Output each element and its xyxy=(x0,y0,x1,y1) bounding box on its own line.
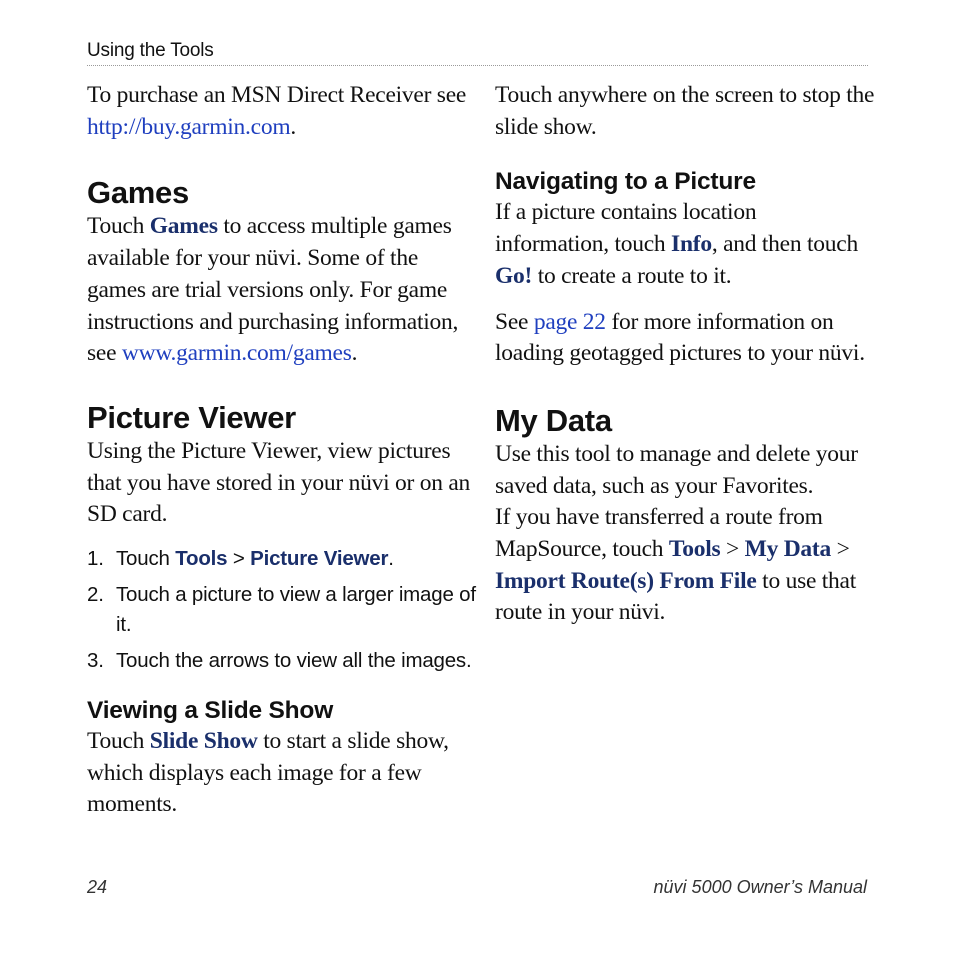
navigating-heading: Navigating to a Picture xyxy=(495,168,756,196)
nav-text-3: to create a route to it. xyxy=(532,262,732,289)
navigating-paragraph xyxy=(495,197,875,292)
slide-show-heading: Viewing a Slide Show xyxy=(87,697,334,725)
right-column xyxy=(495,80,875,629)
msn-purchase-paragraph xyxy=(87,80,482,143)
garmin-buy-link[interactable]: http://buy.garmin.com xyxy=(87,113,291,140)
menu-separator: > xyxy=(831,536,850,563)
see-text: See xyxy=(495,308,534,335)
picture-viewer-heading: Picture Viewer xyxy=(87,399,296,435)
left-column xyxy=(87,80,482,821)
my-data-heading: My Data xyxy=(495,402,612,438)
import-route-ui-term: Import Route(s) From File xyxy=(495,567,757,594)
mydata-text-2: to use that route in your nüvi. xyxy=(495,567,857,626)
slide-show-ui-term: Slide Show xyxy=(149,728,258,755)
nav-text-1: If a picture contains location information, touch xyxy=(495,199,757,258)
step-3 xyxy=(87,646,482,676)
intro-text: To purchase an MSN Direct Receiver see xyxy=(87,82,467,108)
games-text-1: Touch xyxy=(87,213,150,240)
step-text: Touch the arrows to view all the images. xyxy=(116,649,472,673)
step-text: Touch a picture to view a larger image of it. xyxy=(116,583,476,637)
go-ui-term: Go! xyxy=(495,262,533,289)
picture-viewer-ui-term: Picture Viewer xyxy=(250,547,389,571)
step-end: . xyxy=(388,547,394,571)
tools-ui-term: Tools xyxy=(175,547,228,571)
picture-viewer-paragraph: Using the Picture Viewer, view pictures that you have stored in your nüvi or on an SD card. xyxy=(87,437,471,528)
step-text: Touch xyxy=(116,547,176,571)
running-header: Using the Tools xyxy=(87,40,214,61)
header-rule xyxy=(87,65,868,66)
info-ui-term: Info xyxy=(671,231,712,258)
nav-text-2: , and then touch xyxy=(711,231,858,258)
step-number: 1. xyxy=(87,547,104,571)
step-2 xyxy=(87,580,482,640)
slide-text-1: Touch xyxy=(87,728,150,755)
see-page-paragraph xyxy=(495,307,875,370)
page-22-link[interactable]: page 22 xyxy=(533,308,606,335)
see-text-2: for more information on loading geotagged pictures to your nüvi. xyxy=(495,308,865,367)
slide-show-paragraph xyxy=(87,726,482,821)
picture-viewer-steps xyxy=(87,544,482,676)
manual-title: nüvi 5000 Owner’s Manual xyxy=(653,877,867,897)
page-number: 24 xyxy=(87,877,108,897)
step-number: 3. xyxy=(87,649,104,673)
games-paragraph xyxy=(87,211,482,370)
menu-separator: > xyxy=(720,536,745,563)
mydata-text-1: If you have transferred a route from MapSource, touch xyxy=(495,504,823,563)
slide-stop-paragraph: Touch anywhere on the screen to stop the slide show. xyxy=(495,82,875,140)
games-ui-term: Games xyxy=(149,213,218,240)
my-data-ui-term: My Data xyxy=(744,536,831,563)
menu-separator: > xyxy=(227,547,251,571)
games-heading: Games xyxy=(87,175,189,211)
intro-end: . xyxy=(290,113,297,140)
slide-text-2: to start a slide show, which displays each image for a few moments. xyxy=(87,728,449,818)
my-data-paragraph-1: Use this tool to manage and delete your saved data, such as your Favorites. xyxy=(495,440,858,499)
step-1 xyxy=(87,544,482,574)
tools-ui-term: Tools xyxy=(668,536,721,563)
games-text-2: to access multiple games available for your nüvi. Some of the games are trial versions only. For game instructions and purchasing information, see xyxy=(87,213,459,367)
games-end: . xyxy=(351,340,358,367)
step-number: 2. xyxy=(87,583,104,607)
my-data-paragraph-2 xyxy=(495,502,875,629)
garmin-games-link[interactable]: www.garmin.com/games xyxy=(121,340,352,367)
